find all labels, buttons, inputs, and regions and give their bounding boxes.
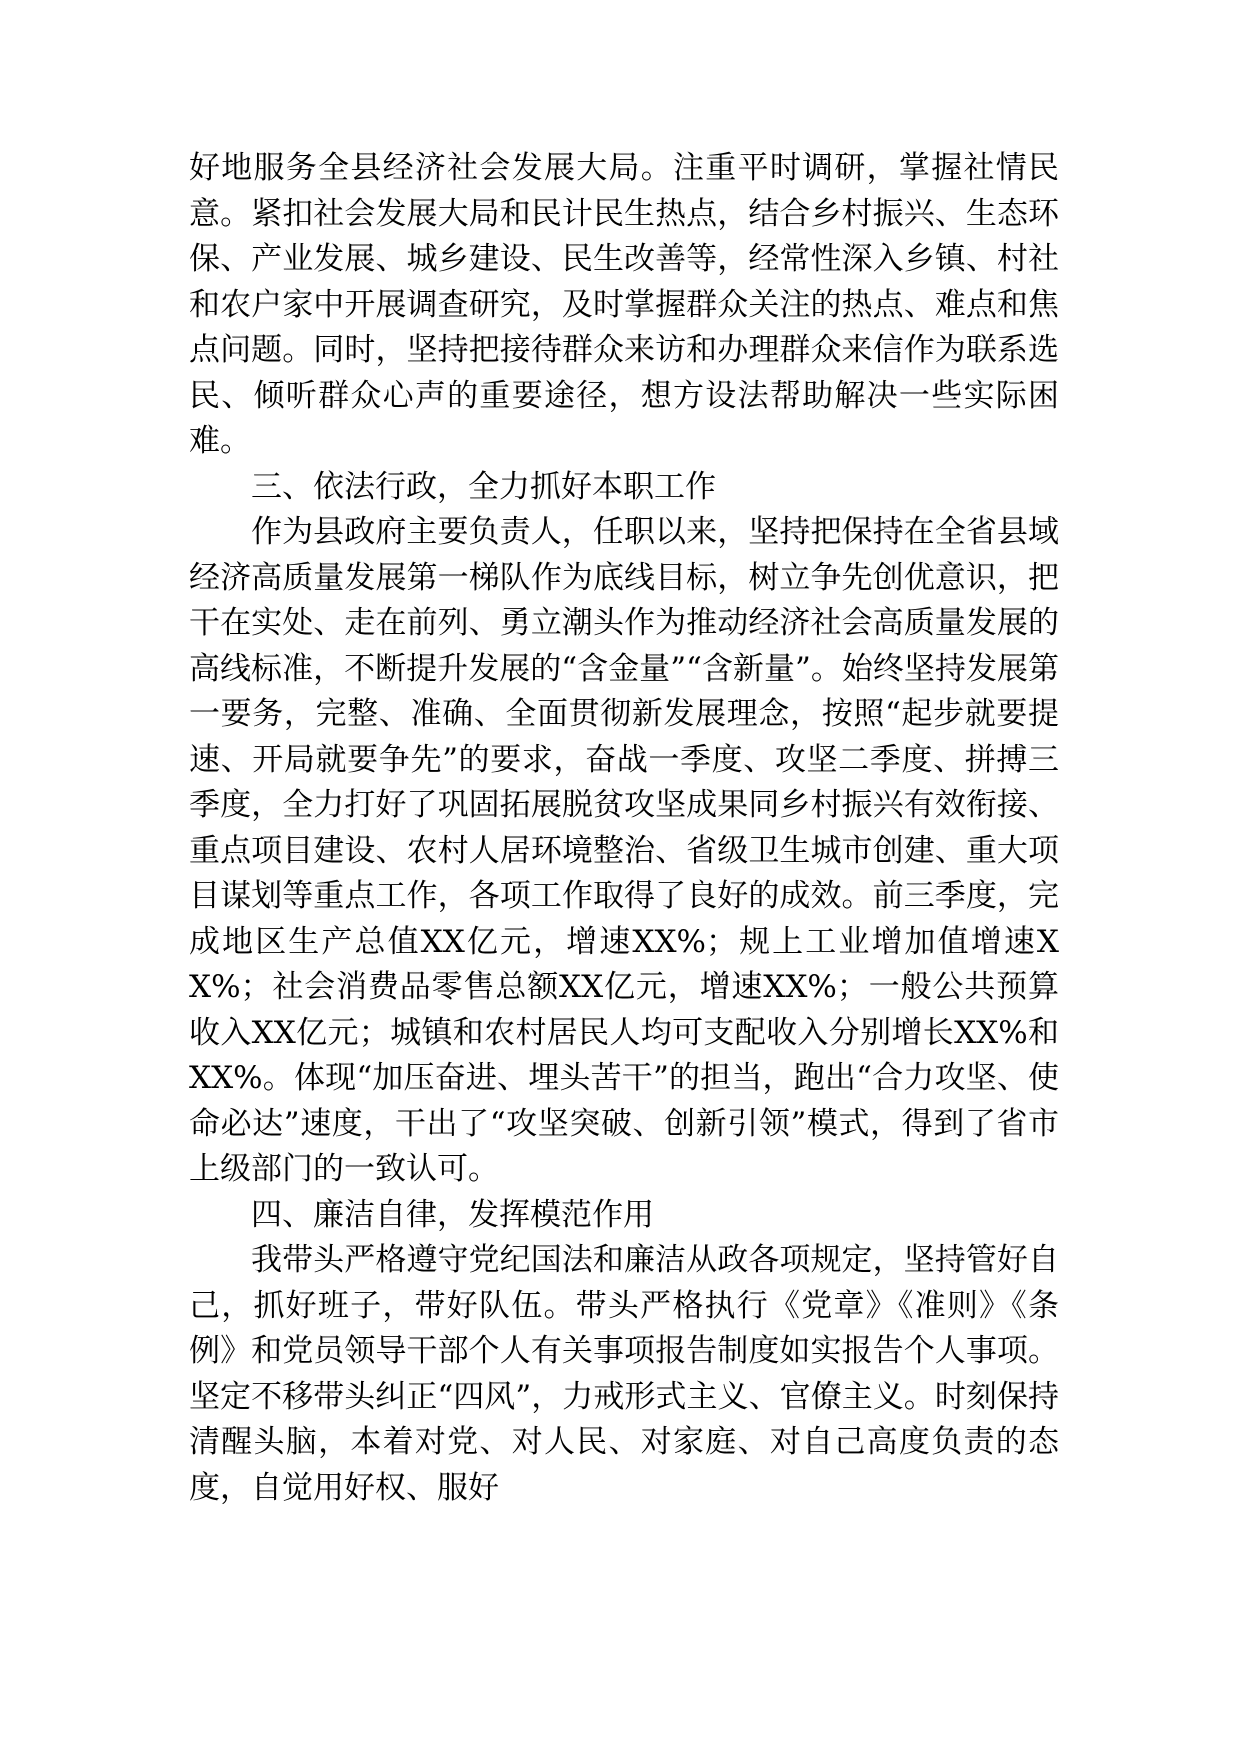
section-heading-four: 四、廉洁自律，发挥模范作用 xyxy=(251,1196,654,1233)
paragraph-section-four-body: 我带头严格遵守党纪国法和廉洁从政各项规定，坚持管好自己，抓好班子，带好队伍。带头严格执行《党章》《准则》《条例》和党员领导干部个人有关事项报告制度如实报告个人事项。坚定不移带头纠正“四风”，力戒形式主义、官僚主义。时刻保持清醒头脑，本着对党、对人民、对家庭、对自己高度负责的态度，自觉用好权、服好 xyxy=(189,1242,1059,1506)
paragraph-section-three-body: 作为县政府主要负责人，任职以来，坚持把保持在全省县域经济高质量发展第一梯队作为底线目标，树立争先创优意识，把干在实处、走在前列、勇立潮头作为推动经济社会高质量发展的高线标准，不断提升发展的“含金量”“含新量”。始终坚持发展第一要务，完整、准确、全面贯彻新发展理念，按照“起步就要提速、开局就要争先”的要求，奋战一季度、攻坚二季度、拼搏三季度，全力打好了巩固拓展脱贫攻坚成果同乡村振兴有效衔接、重点项目建设、农村人居环境整治、省级卫生城市创建、重大项目谋划等重点工作，各项工作取得了良好的成效。前三季度，完成地区生产总值XX亿元，增速XX%；规上工业增加值增速XX%；社会消费品零售总额XX亿元，增速XX%；一般公共预算收入XX亿元；城镇和农村居民人均可支配收入分别增长XX%和XX%。体现“加压奋进、埋头苦干”的担当，跑出“合力攻坚、使命必达”速度，干出了“攻坚突破、创新引领”模式，得到了省市上级部门的一致认可。 xyxy=(189,514,1059,1187)
section-heading-three: 三、依法行政，全力抓好本职工作 xyxy=(251,468,716,505)
document-page xyxy=(189,146,1059,1511)
paragraph-continuation: 好地服务全县经济社会发展大局。注重平时调研，掌握社情民意。紧扣社会发展大局和民计民生热点，结合乡村振兴、生态环保、产业发展、城乡建设、民生改善等，经常性深入乡镇、村社和农户家中开展调查研究，及时掌握群众关注的热点、难点和焦点问题。同时，坚持把接待群众来访和办理群众来信作为联系选民、倾听群众心声的重要途径，想方设法帮助解决一些实际困难。 xyxy=(189,150,1059,459)
